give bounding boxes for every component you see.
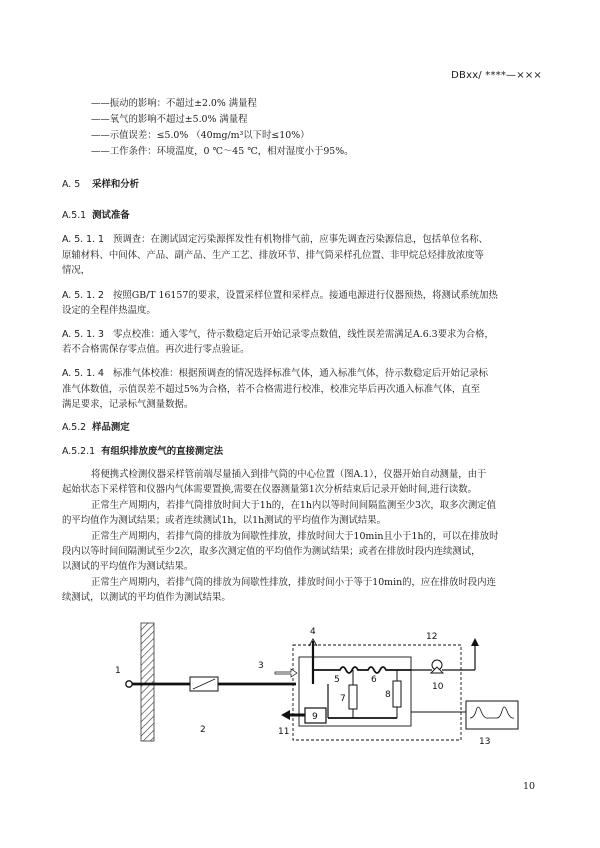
section-a51-heading: [62, 209, 130, 222]
para-a511-line-1: [62, 233, 488, 246]
section-a52-heading: [62, 421, 130, 434]
para-3-line-2: 段内以等时间间隔测试至少2次，取多次测定值的平均值作为测试结果；或者在排放时段内连续测试，: [62, 546, 481, 557]
para-text: 按照GB/T 16157的要求，设置采样位置和采样点。接通电源进行仪器预热，将测试系统加热: [112, 290, 498, 301]
para-number: A. 5. 1. 4: [62, 368, 105, 379]
label-11: 11: [278, 727, 290, 737]
label-1: 1: [115, 666, 121, 676]
para-a512-line-2: 设定的全程伴热温度。: [62, 305, 156, 316]
label-10: 10: [432, 682, 444, 692]
para-a513-line-2: 若不合格需保存零点值。再次进行零点验证。: [62, 344, 250, 355]
para-text: 零点校准：通入零气，待示数稳定后开始记录零点数值，线性误差需满足A.6.3要求为合格，: [112, 329, 494, 340]
section-number: A.5.2: [62, 422, 87, 433]
section-number: A. 5: [62, 179, 81, 190]
spec-working-conditions: ——工作条件：环境温度，0 ℃～45 ℃，相对湿度小于95%。: [91, 146, 354, 157]
section-a5-heading: [62, 178, 139, 191]
para-3-line-3: 以测试的平均值作为测试结果。: [62, 561, 194, 572]
section-number: A.5.1: [62, 210, 87, 221]
para-a512-line-1: [62, 289, 498, 302]
exhaust-arrow: [281, 710, 290, 720]
para-2-line-1: 正常生产周期内，若排气筒排放时间大于1h的，在1h内以等时间间隔监测至少3次，取多次测定值: [91, 500, 496, 511]
label-6: 6: [371, 675, 377, 685]
resistor-7: [349, 685, 357, 709]
para-3-line-1: 正常生产周期内，若排气筒的排放为间歇性排放，排放时间大于10min且小于1h的，可以在排放时: [91, 531, 499, 542]
label-13: 13: [479, 737, 491, 747]
para-a511-line-2: 原辅材料、中间体、产品、副产品、生产工艺、排放环节、排气筒采样孔位置、非甲烷总烃排放浓度等: [62, 250, 484, 261]
label-2: 2: [200, 725, 206, 735]
section-number: A.5.2.1: [62, 446, 96, 457]
para-1-line-2: 起始状态下采样管和仪器内气体需要置换,需要在仪器测量第1次分析结束后记录开始时间,进行读数。: [62, 484, 478, 495]
para-a514-line-1: [62, 367, 488, 380]
section-title: 样品测定: [92, 422, 130, 433]
para-number: A. 5. 1. 2: [62, 290, 105, 301]
label-5: 5: [334, 675, 340, 685]
section-title: 测试准备: [92, 210, 130, 221]
section-a521-heading: [62, 445, 223, 458]
spec-vibration: ——振动的影响：不超过±2.0% 满量程: [91, 98, 257, 109]
para-2-line-2: 的平均值作为测试结果；或者连续测试1h，以1h测试的平均值作为测试结果。: [62, 515, 387, 526]
label-7: 7: [340, 694, 346, 704]
para-a513-line-1: [62, 328, 494, 341]
heater-coils: [313, 667, 411, 673]
label-4: 4: [310, 627, 316, 637]
spec-oxygen: ——氧气的影响不超过±5.0% 满量程: [91, 114, 248, 125]
probe-tip: [126, 681, 132, 687]
stack-wall: [141, 623, 154, 741]
para-text: 标准气体校准：根据预调查的情况选择标准气体，通入标准气体，待示数稳定后开始记录标: [112, 368, 488, 379]
para-a514-line-2: 准气体数值，示值误差不超过5%为合格，若不合格需进行校准，校准完毕后再次通入标准气体，直至: [62, 384, 481, 395]
recorder-13: [466, 701, 518, 729]
label-12: 12: [426, 632, 438, 642]
doc-code-header: DBxx/ ****—×××: [451, 70, 542, 81]
vent-arrow: [471, 638, 479, 646]
para-number: A. 5. 1. 3: [62, 329, 105, 340]
para-a514-line-3: 满足要求，记录标气测量数据。: [62, 399, 194, 410]
resistor-8: [393, 681, 401, 707]
para-text: 预调查：在测试固定污染源挥发性有机物排气前，应事先调查污染源信息，包括单位名称、: [112, 234, 488, 245]
label-3: 3: [258, 661, 264, 671]
page-number: 10: [523, 781, 536, 792]
para-a511-line-3: 情况，: [62, 265, 91, 276]
label-8: 8: [385, 690, 391, 700]
sampling-system-diagram: [0, 615, 600, 755]
zero-gas-inlet-arrow: [275, 669, 297, 677]
label-9: 9: [312, 712, 318, 722]
section-title: 采样和分析: [92, 179, 139, 190]
spec-indication-error: ——示值误差：≤5.0% （40mg/m³以下时≤10%）: [91, 130, 310, 141]
para-1-line-1: 将便携式检测仪器采样管前端尽量插入到排气筒的中心位置（图A.1），仪器开始自动测量，由于: [91, 469, 487, 480]
para-4-line-1: 正常生产周期内，若排气筒的排放为间歇性排放，排放时间小于等于10min的，应在排放时段内连: [91, 577, 496, 588]
para-4-line-2: 续测试，以测试的平均值作为测试结果。: [62, 592, 231, 603]
section-title: 有组织排放废气的直接测定法: [101, 446, 223, 457]
para-number: A. 5. 1. 1: [62, 234, 105, 245]
